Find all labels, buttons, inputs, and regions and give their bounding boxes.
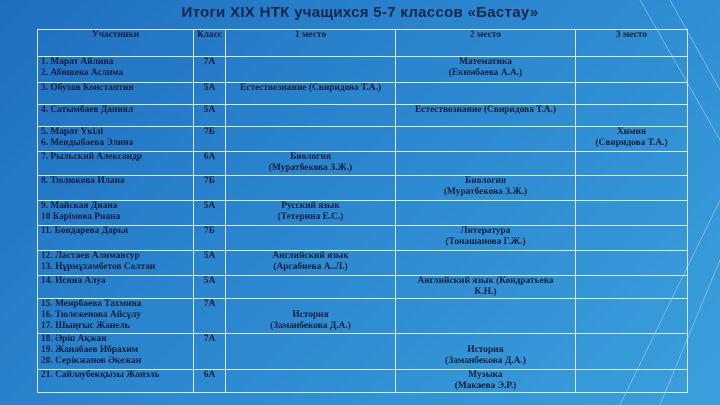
- header-place-3: 3 место: [576, 30, 688, 57]
- place-1-cell: [226, 276, 396, 299]
- class-cell: 5А: [194, 251, 226, 276]
- table-row: [38, 152, 688, 176]
- class-cell: 6А: [194, 370, 226, 393]
- header-class: Класс: [194, 30, 226, 57]
- place-1-cell-line: (Муратбекова З.Ж.): [268, 163, 353, 173]
- place-2-cell-line: Естествознание (Свиридова Т.А.): [414, 105, 557, 115]
- class-cell: 7А: [194, 299, 226, 334]
- place-1-cell-line: История: [292, 310, 329, 320]
- class-cell: 5А: [194, 105, 226, 127]
- place-3-cell-line: Химия: [616, 127, 647, 137]
- participants-cell: [38, 127, 194, 152]
- place-2-cell-line: [399, 334, 572, 345]
- participants-cell-line: 17. Шыңғыс Жанель: [41, 321, 130, 331]
- participants-cell-line: 21. Сайлаубекқызы Жанэль: [41, 370, 160, 380]
- place-3-cell: [576, 299, 688, 334]
- participants-cell-line: 14. Исина Алуа: [41, 276, 106, 286]
- place-2-cell-line: Английский язык (Кондратьева: [417, 276, 554, 286]
- table-row: [38, 251, 688, 276]
- table-row: [38, 83, 688, 105]
- place-1-cell: [226, 251, 396, 276]
- place-1-cell: [226, 334, 396, 370]
- participants-cell: [38, 251, 194, 276]
- class-cell: 5А: [194, 201, 226, 226]
- class-cell: 7А: [194, 334, 226, 370]
- table-row: [38, 299, 688, 334]
- class-cell: 7А: [194, 57, 226, 83]
- place-2-cell: [396, 276, 576, 299]
- results-table: [37, 29, 688, 393]
- place-2-cell-line: (Муратбекова З.Ж.): [443, 187, 528, 197]
- participants-cell-line: 12. Ластаев Алимансур: [41, 251, 140, 261]
- place-1-cell: [226, 370, 396, 393]
- place-3-cell: [576, 57, 688, 83]
- participants-cell-line: 10 Кәрімова Риана: [41, 212, 121, 222]
- table-row: [38, 201, 688, 226]
- place-1-cell-line: Русский язык: [281, 201, 340, 211]
- place-3-cell: [576, 127, 688, 152]
- place-1-cell-line: Биология: [290, 152, 331, 162]
- place-2-cell: [396, 201, 576, 226]
- class-cell: 5А: [194, 276, 226, 299]
- place-1-cell: [226, 83, 396, 105]
- participants-cell-line: 5. Марат Үкілі: [41, 127, 104, 137]
- place-2-cell-line: (Тонашанова Г.Ж.): [445, 237, 526, 247]
- place-3-cell-line: (Свиридова Т.А.): [595, 138, 668, 148]
- participants-cell: [38, 152, 194, 176]
- place-2-cell-line: История: [467, 345, 504, 355]
- participants-cell: [38, 370, 194, 393]
- participants-cell: [38, 299, 194, 334]
- table-row: [38, 176, 688, 201]
- place-1-cell-line: (Арсабиева А..Л.): [273, 262, 348, 272]
- participants-cell: [38, 226, 194, 251]
- header-participants: Участники: [38, 30, 194, 57]
- table-row: [38, 105, 688, 127]
- participants-cell: [38, 334, 194, 370]
- place-2-cell: [396, 299, 576, 334]
- place-2-cell: [396, 334, 576, 370]
- place-3-cell: [576, 334, 688, 370]
- place-3-cell: [576, 105, 688, 127]
- place-1-cell: [226, 226, 396, 251]
- slide-title: Итоги XIX НТК учащихся 5-7 классов «Бастау»: [181, 4, 539, 21]
- place-3-cell: [576, 83, 688, 105]
- place-1-cell: [226, 201, 396, 226]
- participants-cell-line: 9. Майская Диана: [41, 201, 118, 211]
- place-1-cell: [226, 152, 396, 176]
- table-row: [38, 370, 688, 393]
- place-3-cell: [576, 226, 688, 251]
- class-cell: 7Б: [194, 176, 226, 201]
- participants-cell-line: 1. Марат Айлина: [41, 57, 114, 67]
- place-1-cell-line: [229, 299, 392, 310]
- place-2-cell: [396, 176, 576, 201]
- place-2-cell-line: К.Н.): [474, 287, 497, 297]
- place-2-cell-line: Биология: [465, 176, 506, 186]
- participants-cell: [38, 105, 194, 127]
- place-2-cell: [396, 105, 576, 127]
- place-1-cell: [226, 176, 396, 201]
- place-1-cell: [226, 57, 396, 83]
- class-cell: 7Б: [194, 127, 226, 152]
- participants-cell-line: 13. Нұрмұхамбетов Солтан: [41, 262, 156, 272]
- place-3-cell: [576, 152, 688, 176]
- place-3-cell: [576, 370, 688, 393]
- place-1-cell: [226, 127, 396, 152]
- header-place-1: 1 место: [226, 30, 396, 57]
- place-1-cell: [226, 105, 396, 127]
- place-2-cell-line: Литература: [460, 226, 511, 236]
- participants-cell-line: 3. Обухов Константин: [41, 83, 134, 93]
- place-3-cell: [576, 176, 688, 201]
- place-2-cell-line: Математика: [459, 57, 512, 67]
- participants-cell-line: 11. Бондарева Дарья: [41, 226, 129, 236]
- header-row: [38, 30, 688, 57]
- participants-cell-line: 2. Абишева Аслима: [41, 68, 124, 78]
- table-row: [38, 276, 688, 299]
- table-row: [38, 226, 688, 251]
- participants-cell-line: 20. Серікжанов Әкежан: [41, 356, 142, 366]
- participants-cell-line: 16. Тюлеженова Айсұлу: [41, 310, 141, 320]
- table-row: [38, 57, 688, 83]
- place-2-cell-line: (Макаева Э.Р.): [454, 381, 517, 391]
- class-cell: 5А: [194, 83, 226, 105]
- participants-cell: [38, 276, 194, 299]
- place-2-cell-line: (Екимбаева А.А.): [448, 68, 523, 78]
- place-1-cell-line: Английский язык: [272, 251, 349, 261]
- place-2-cell: [396, 152, 576, 176]
- participants-cell-line: 4. Сатымбаев Даниял: [41, 105, 134, 115]
- participants-cell-line: 19. Жанабаев Ибрахим: [41, 345, 139, 355]
- place-2-cell: [396, 127, 576, 152]
- table-row: [38, 127, 688, 152]
- place-1-cell-line: (Заманбекова Д.А.): [270, 321, 351, 331]
- participants-cell-line: 7. Рыльский Александр: [41, 152, 143, 162]
- participants-cell: [38, 176, 194, 201]
- place-3-cell: [576, 251, 688, 276]
- place-3-cell: [576, 201, 688, 226]
- place-2-cell: [396, 226, 576, 251]
- participants-cell-line: 6. Мендыбаева Элина: [41, 138, 134, 148]
- place-1-cell-line: Естествознание (Свиридова Т.А.): [239, 83, 382, 93]
- place-3-cell: [576, 276, 688, 299]
- place-2-cell: [396, 57, 576, 83]
- participants-cell-line: 18. Әріп Ақжан: [41, 334, 107, 344]
- class-cell: 6А: [194, 152, 226, 176]
- participants-cell-line: 15. Меирбаева Тахмина: [41, 299, 142, 309]
- class-cell: 7Б: [194, 226, 226, 251]
- place-2-cell: [396, 251, 576, 276]
- header-place-2: 2 место: [396, 30, 576, 57]
- place-2-cell-line: Музыка: [468, 370, 503, 380]
- place-2-cell: [396, 370, 576, 393]
- participants-cell: [38, 83, 194, 105]
- place-2-cell-line: (Заманбекова Д.А.): [445, 356, 526, 366]
- place-1-cell: [226, 299, 396, 334]
- place-2-cell: [396, 83, 576, 105]
- table-row: [38, 334, 688, 370]
- participants-cell-line: 8. Тюлюкова Илана: [41, 176, 125, 186]
- place-1-cell-line: (Тетерина Е.С.): [277, 212, 344, 222]
- participants-cell: [38, 57, 194, 83]
- participants-cell: [38, 201, 194, 226]
